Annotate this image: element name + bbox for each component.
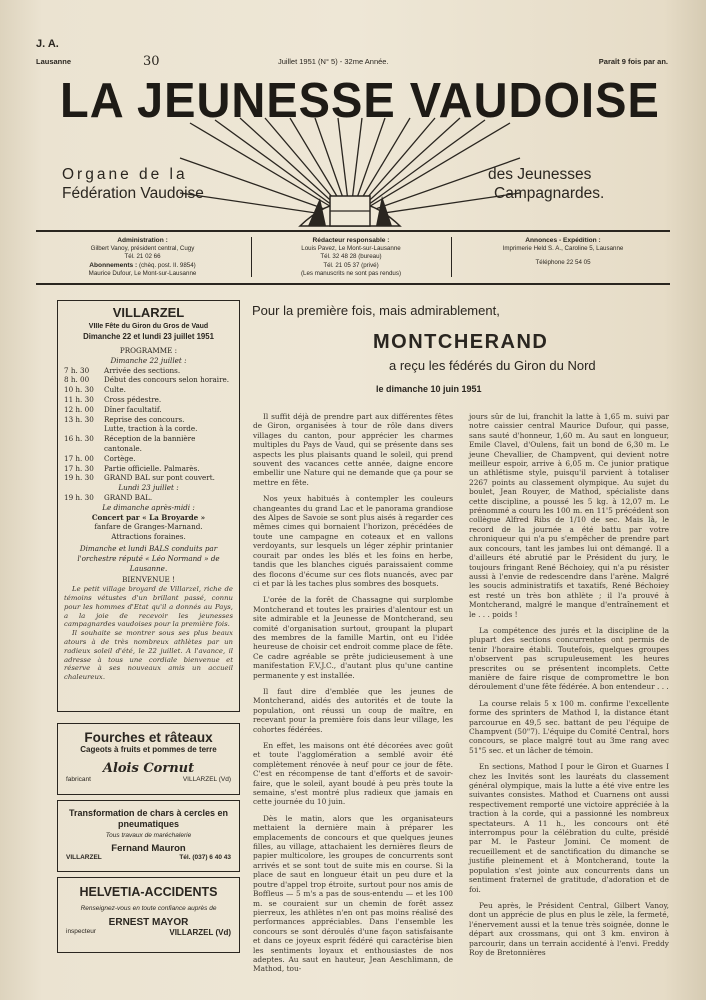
programme-time: 11 h. 30: [64, 394, 94, 404]
article-paragraph: La course relais 5 x 100 m. confirme l'excellente forme des sprinters de Mathod I, la distance étant parcourue en 49,5 sec. battant de peu l'équipe de Champvent (50"7). L'équipe du Comité Central, hors concours, se place malgré tout au 3me rang avec 51"5 sec. et un lâcher de témoin.: [469, 698, 669, 755]
subtitle-left-line2: Fédération Vaudoise: [62, 185, 204, 202]
ad1-name: Alois Cornut: [102, 761, 195, 776]
ad2-subtitle: Tous travaux de maréchalerie: [105, 832, 192, 839]
programme-item: [64, 405, 233, 415]
programme-time: 8 h. 00: [64, 375, 90, 385]
ad2-phone: Tél. (037) 6 40 43: [179, 854, 231, 861]
redacteur-box: [256, 237, 446, 278]
programme-time: 7 h. 30: [64, 365, 90, 375]
programme-desc: GRAND BAL.: [104, 492, 153, 502]
ad3-subtitle: Renseignez-vous en toute confiance auprès de: [80, 905, 217, 912]
subtitle-right-line2: Campagnardes.: [494, 185, 605, 202]
article-paragraph: Il suffit déjà de prendre part aux différentes fêtes de Giron, organisées à tour de rôle dans divers villages du canton, pour apprécier les charmes multiples du Pays de Vaud, qui se présente dans ses aspects les plus plaisants quand le soleil, qui prend souvent des vacances cette année, daigne encore embellir une Nature qui ne demande que ça pour se mettre en fête.: [253, 412, 453, 487]
abonnements-cheque: (chèq. post. II. 9854): [138, 261, 196, 269]
ad1-role: fabricant: [66, 776, 91, 783]
ad2-location: VILLARZEL: [66, 854, 102, 861]
programme-item: [64, 434, 233, 454]
ad3-location: VILLARZEL (Vd): [169, 928, 231, 937]
ad-fourches: [57, 723, 240, 795]
article-paragraph: L'orée de la forêt de Chassagne qui surplombe Montcherand et toutes les prairies d'alentour est un site admirable et la Jeunesse de Montcherand, seu comité d'organisation surtout, groupant la plupart des membres de la famille Martin, ont eu l'idée heureuse de choisir cet endroit comme place de fête. Ce cadre agréable se prête judicieusement à une manifestation F.V.J.C., d'autant plus qu'une cantine permanente y est installée.: [253, 595, 453, 680]
article-paragraph: Il faut dire d'emblée que les jeunes de Montcherand, aidés des autorités et de toute la population, ont réussi un coup de maître, en recevant pour la première fois dans leur village, les cohortes fédérées.: [253, 686, 453, 734]
welcome-text: Le petit village broyard de Villarzel, riche de témoins vétustes d'un brillant passé, connu pour les hommes d'Etat qu'il a donnés au Pays, a la joie de recevoir les jeunesses campagnardes vaudoises pour la première fois.: [64, 585, 233, 629]
programme-item: [64, 366, 233, 376]
redacteur-line: Tél. 21 05 37 (privé): [323, 261, 379, 269]
article-paragraph: Dès le matin, alors que les organisateurs mettaient la dernière main à préparer les emplacements de concours et que quelques jeunes filles, au village, attachaient les dernières fleurs de papier multicolore, les groupes de concurrents sont arrivés et se sont tout de suite mis en course. Si la place de saut en longueur était un peu dure et la poutre d'appel trop étroite, surtout pour nos amis de Boffleus — 5 m's a pas de sous-entendu — et les 100 m. se couraient sur un chemin de forêt assez pierreux, les athlètes n'en ont pas moins réalisé des performances appréciables. Dans l'ensemble les concours se sont déroulés d'une façon satisfaisante et dans ce joyeux esprit fédéré qui caractérise bien les sentiments loyaux et enthousiastes de nos adeptes. Au saut en hauteur, Jean Aeschlimann, de Mathod, tou-: [253, 813, 453, 974]
programme-day1-list: [64, 366, 233, 484]
article-paragraph: Peu après, le Président Central, Gilbert Vanoy, dont un apprécie de plus en plus le zèle, la fermeté, l'énervement aussi et la tenue très soignée, donne le départ aux crossmans, qui ont 3 km. environ à parcourir, dans un terrain accidenté à l'envi. Freddy Roy de Bretonnières: [469, 900, 669, 957]
programme-day2: Lundi 23 juillet :: [118, 483, 179, 493]
programme-desc: GRAND BAL sur pont couvert.: [104, 473, 215, 483]
masthead-title: LA JEUNESSE VAUDOISE: [60, 71, 660, 128]
programme-time: 16 h. 30: [64, 434, 94, 444]
programme-item: [64, 375, 233, 385]
ad3-footer: [58, 928, 239, 937]
programme-desc: Cortège.: [104, 453, 136, 463]
programme-time: [64, 424, 104, 434]
programme-attractions: Attractions foraines.: [111, 532, 186, 542]
ad-helvetia: [57, 877, 240, 953]
administration-title: Administration :: [117, 237, 168, 244]
article-column-1: [253, 412, 453, 974]
programme-afternoon: Le dimanche après-midi :: [102, 502, 195, 512]
top-left-mark: J. A.: [36, 38, 59, 50]
administration-line: Tél. 21 02 66: [124, 253, 161, 261]
subtitle-right: [488, 165, 604, 203]
admin-rule: [36, 283, 670, 285]
programme-day1: Dimanche 22 juillet :: [110, 355, 187, 365]
ad3-role: inspecteur: [66, 928, 96, 935]
article-subheadline: a reçu les fédérés du Giron du Nord: [389, 358, 596, 373]
programme-desc: Cross pédestre.: [104, 394, 162, 404]
redacteur-title: Rédacteur responsable :: [312, 237, 390, 244]
programme-time: 17 h. 30: [64, 463, 94, 473]
administration-line: Gilbert Vanoy, président central, Cugy: [90, 245, 195, 253]
annonces-title: Annonces - Expédition :: [525, 237, 601, 244]
issue-info: Juillet 1951 (N° 5) - 32me Année.: [278, 57, 389, 66]
programme-time: 19 h. 30: [64, 492, 94, 502]
programme-item: [64, 395, 233, 405]
programme-time: 19 h. 30: [64, 473, 94, 483]
programme-time: 13 h. 30: [64, 414, 94, 424]
programme-desc: Reprise des concours.: [104, 414, 185, 424]
top-location: Lausanne: [36, 57, 72, 66]
ad1-footer: [58, 776, 239, 783]
sunburst-emblem-icon: [180, 118, 520, 228]
admin-divider: [451, 237, 452, 277]
programme-desc: Arrivée des sections.: [104, 365, 181, 375]
subtitle-right-line1: des Jeunesses: [488, 166, 592, 183]
article-column-2: [469, 412, 669, 968]
annonces-line: Téléphone 22 54 05: [535, 259, 591, 267]
ad3-title: HELVETIA-ACCIDENTS: [79, 885, 218, 899]
programme-item: [64, 493, 233, 503]
programme-item: [64, 385, 233, 395]
ad1-location: VILLARZEL (Vd): [182, 776, 231, 783]
article-date: le dimanche 10 juin 1951: [376, 384, 482, 394]
villarzel-box: [57, 300, 240, 712]
ad2-footer: [58, 854, 239, 861]
villarzel-subtitle: VIIIe Fête du Giron du Gros de Vaud: [88, 323, 209, 330]
header-rule: [36, 230, 670, 232]
programme-desc: Partie officielle. Palmarès.: [104, 463, 200, 473]
article-intro: Pour la première fois, mais admirablement,: [252, 303, 500, 318]
programme-day2-list: [64, 493, 233, 503]
article-paragraph: Nos yeux habitués à contempler les couleurs changeantes du grand Lac et le panorama grandiose des Alpes de Savoie se sont plus aisés à regarder ces mêmes cimes qui bornaient l'horizon, précédées de toute une campagne en coteaux et en vallons verdoyants, sur lesquels un léger zéphir printanier courait par ondes les blés et les foins en herbe, tandis que les blanches cigués paraissaient comme des flocons d'écume sur ces flots nuancés, avec par ci et par là les taches plus sombres des bosquets.: [253, 494, 453, 588]
article-paragraph: jours sûr de lui, franchit la latte à 1,65 m. suivi par notre caissier central Maurice Dufour, qui passe, sans sauté d'honneur, 1,60 m. Au saut en longueur, Emile Clavel, d'Oulens, fait un bond de 6,30 m. Le jeune Chevallier, de Champvent, qui devient notre meilleur espoir, arrive à 6,05 m. Ce junior pratique un athlétisme style, puisqu'il parvient à totaliser 2267 points au classement olympique. Au sujet du boulet, Jean Rouyer, de Mathod, spécialiste dans cette discipline, a poussé les 5 kg. à 12,07 m. Le prénommé a couru les 100 m. en 11'5 précédent son collègue Alfred Ribs de 1/10 de sec. Mais là, le record de la journée a été battu par votre chroniqueur qui n'a pu s'empêcher de prendre part aux concours, tant les jambes lui ont démangé. Il a d'ailleurs été abrutié par le Président du jury, le toujours fringant René Béchoiey, qui n'a pu résister aussi à l'envie de redescendre dans l'arène. Malgré les soucis administratifs et taxatifs, René Béchoiey est resté un très bon athlète ; il l'a prouvé à Montcherand, malgré le manque d'entraînement et le . . . poids !: [469, 412, 669, 619]
admin-divider: [251, 237, 252, 277]
ad3-name: ERNEST MAYOR: [108, 917, 189, 928]
programme-item: [64, 424, 233, 434]
programme-time: 17 h. 00: [64, 453, 94, 463]
programme-desc: Lutte, traction à la corde.: [104, 424, 198, 434]
programme-fanfare: fanfare de Granges-Marnand.: [94, 522, 203, 532]
programme-concert: Concert par « La Broyarde »: [91, 512, 206, 522]
administration-box: [40, 237, 245, 278]
programme-time: 12 h. 00: [64, 404, 94, 414]
abonnements-title: Abonnements :: [89, 261, 138, 269]
ad2-title: Transformation de chars à cercles en pneumatiques: [68, 808, 229, 829]
redacteur-line: (Les manuscrits ne sont pas rendus): [300, 269, 402, 277]
programme-desc: Réception de la bannière cantonale.: [104, 434, 196, 453]
annonces-box: [456, 237, 670, 268]
subtitle-left: [62, 165, 204, 203]
programme-item: [64, 415, 233, 425]
redacteur-line: Tél. 32 48 28 (bureau): [320, 253, 382, 261]
bienvenue-heading: BIENVENUE !: [122, 575, 175, 585]
programme-item: [64, 473, 233, 483]
programme-bals: Dimanche et lundi BALS conduits par l'orchestre réputé « Léo Normand » de Lausanne.: [77, 543, 220, 573]
article-headline: MONTCHERAND: [373, 331, 549, 353]
welcome-text-2: Il souhaite se montrer sous ses plus beaux atours à de très nombreux athlètes par un radieux soleil d'été, le 22 juillet. A l'avance, il adresse à tous une cordiale bienvenue et réserve à ses nouveaux amis un accueil chaleureux.: [64, 629, 233, 682]
ad2-name: Fernand Mauron: [111, 843, 186, 854]
ad-transformation: [57, 800, 240, 872]
ad1-subtitle: Cageots à fruits et pommes de terre: [80, 745, 217, 754]
programme-title: PROGRAMME :: [119, 346, 178, 355]
programme-time: 10 h. 30: [64, 385, 94, 395]
programme-item: [64, 464, 233, 474]
ad1-title: Fourches et râteaux: [84, 730, 213, 745]
article-paragraph: En sections, Mathod I pour le Giron et Guarnes I chez les Invités sont les lauréats du classement général olympique, mais la lutte a été vive entre les suivantes consistes. Mathod et Cuarnens ont aussi respectivement remporté une victoire appréciée à la traction à la corde, qui a passionné les nombreux spectateurs. A 11 h., les concours ont été interrompus pour la célébration du culte, présidé par M. le Pasteur Jomini. Ce moment de recueillement et de sanctification du dimanche se justifie pleinement et à Montcherand, toute la population s'est jointe aux concurrents dans un sentiment fraternel de gratitude, d'adoration et de foi.: [469, 762, 669, 894]
programme-desc: Culte.: [104, 385, 126, 395]
programme-item: [64, 454, 233, 464]
article-paragraph: En effet, les maisons ont été décorées avec goût et toute l'agglomération a semblé avoir été complètement rénovée à neuf pour ce jour de fête. C'est en récompense de tant d'efforts et de savoir-faire, que le soleil, ayant boudé à peu près toute la semaine, s'est montré plus radieux que jamais en cette journée du 10 juin.: [253, 741, 453, 807]
programme-desc: Début des concours selon horaire.: [104, 375, 230, 385]
abonnements-name: Maurice Dufour, Le Mont-sur-Lausanne: [88, 269, 197, 277]
villarzel-title: VILLARZEL: [112, 305, 185, 320]
annonces-line: Imprimerie Held S. A., Caroline 5, Lausanne: [502, 245, 624, 253]
redacteur-line: Louis Pavez, Le Mont-sur-Lausanne: [301, 245, 401, 253]
page-number: 30: [143, 54, 160, 69]
subtitle-left-line1: Organe de la: [62, 166, 188, 183]
villarzel-dates: Dimanche 22 et lundi 23 juillet 1951: [83, 332, 214, 341]
frequency: Paraît 9 fois par an.: [598, 57, 668, 66]
programme-desc: Dîner facultatif.: [104, 404, 162, 414]
article-paragraph: La compétence des jurés et la discipline de la plupart des sections concurrentes ont permis de tenir l'horaire établi. Toutefois, quelques groupes n'observent pas scrupuleusement les heures prescrites ou se présentent incomplets. Cette manière de faire risque de compromettre le bon déroulement d'une fête fédérée. A bon entendeur . . .: [469, 625, 669, 692]
